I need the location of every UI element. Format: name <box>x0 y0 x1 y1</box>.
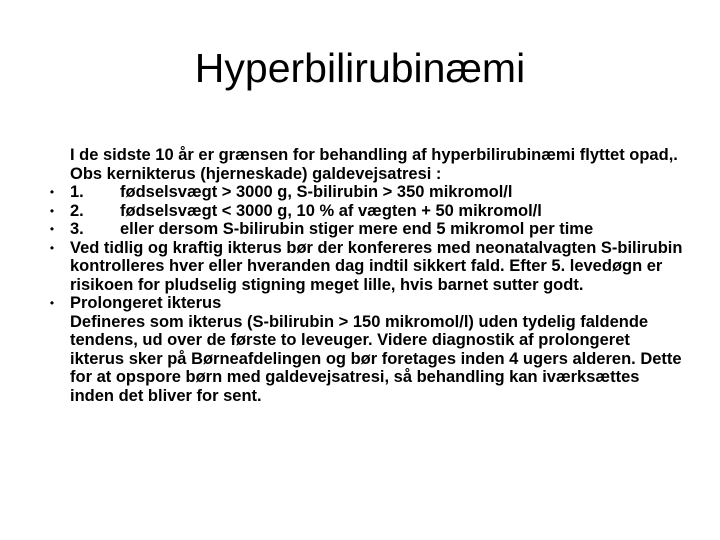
bullet-dot: • <box>49 203 55 218</box>
prolonged-text: Defineres som ikterus (S-bilirubin > 150 mikromol/l) uden tydelig faldende tendens, ud over de første to leveuger. Videre diagnostik af prolongeret ikterus sker på Børneafdelingen og bør foretages inden 4 ugers alderen. Dette for at opspore børn med galdevejsatresi, så behandling kan iværksættes inden det bliver for sent. <box>70 312 682 405</box>
bullet-dot: • <box>49 240 55 255</box>
list-item-1 <box>44 183 684 202</box>
item-text: fødselsvægt < 3000 g, 10 % af vægten + 50 mikromol/l <box>120 201 542 220</box>
item-number: 3. <box>70 220 84 238</box>
bullet-dot: • <box>49 222 55 236</box>
list-item-prolonged-icterus <box>44 294 684 405</box>
item-text: fødselsvægt > 3000 g, S-bilirubin > 350 mikromol/l <box>120 183 513 201</box>
slide-body <box>44 146 684 405</box>
early-icterus-text: Ved tidlig og kraftig ikterus bør der konfereres med neonatalvagten S-bilirubin kontrolleres hver eller hveranden dag indtil sikkert fald. Efter 5. levedøgn er risikoen for pludselig stigning meget lille, hvis barnet sutter godt. <box>70 238 683 294</box>
item-text: eller dersom S-bilirubin stiger mere end 5 mikromol per time <box>120 220 594 238</box>
bullet-dot: • <box>49 185 55 199</box>
list-item-early-icterus <box>44 239 684 295</box>
intro-text: I de sidste 10 år er grænsen for behandling af hyperbilirubinæmi flyttet opad,. Obs kernikterus (hjerneskade) galdevejsatresi : <box>70 146 678 183</box>
item-number: 2. <box>70 201 84 220</box>
intro-paragraph <box>44 146 684 183</box>
list-item-3 <box>44 220 684 239</box>
item-number: 1. <box>70 183 84 201</box>
list-item-2 <box>44 202 684 221</box>
slide-title: Hyperbilirubinæmi <box>194 45 526 91</box>
prolonged-heading: Prolongeret ikterus <box>70 294 222 312</box>
bullet-dot: • <box>49 296 55 310</box>
